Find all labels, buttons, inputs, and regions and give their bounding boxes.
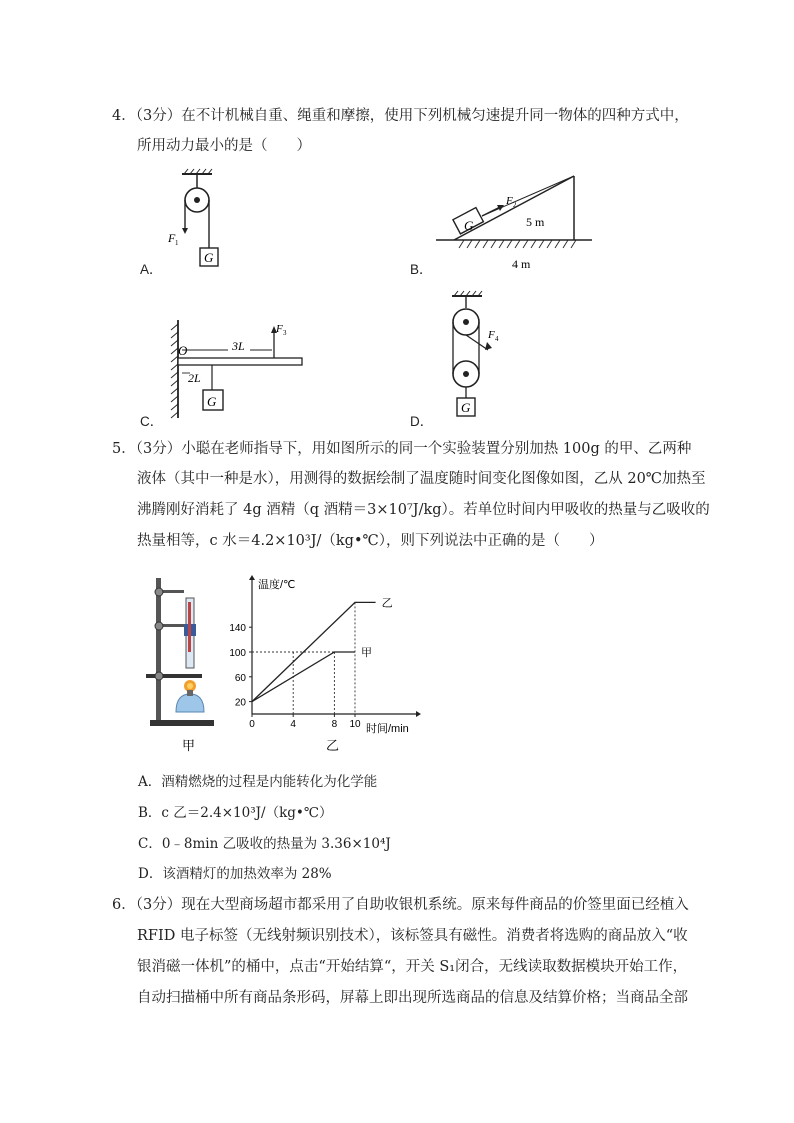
- q4-option-a: A．: [140, 262, 163, 277]
- q4-option-c: C．: [140, 414, 164, 429]
- q4-option-b: B．: [410, 262, 433, 277]
- q5-option-d: D．该酒精灯的加热效率为 28%: [138, 866, 332, 882]
- q4b-base-length: 4 m: [512, 257, 531, 271]
- q5-temperature-chart: [229, 572, 420, 753]
- y-tick-label: 20: [234, 697, 246, 709]
- q4b-incline-length: 5 m: [526, 215, 545, 229]
- chart-caption: 乙: [326, 738, 340, 753]
- q5-apparatus-figure: [142, 572, 242, 752]
- x-tick-label: 8: [331, 719, 338, 730]
- q4-figure-a: [160, 168, 240, 272]
- q4a-force-sub: 1: [175, 239, 179, 247]
- y-tick-label: 60: [234, 672, 246, 684]
- q4-figure-d: [436, 290, 516, 420]
- q4c-weight-label: G: [207, 394, 217, 409]
- q4d-force-label: F: [488, 329, 495, 341]
- q4a-force-label: F: [168, 231, 176, 245]
- q5-apparatus-caption: 甲: [182, 738, 196, 753]
- q4c-force-sub: 3: [283, 329, 287, 337]
- series-label: 乙: [381, 597, 393, 610]
- x-tick-label: 4: [290, 719, 296, 730]
- y-tick-label: 140: [229, 623, 246, 635]
- q6-text-line3: 银消磁一体机”的桶中，点击“开始结算“，开关 S₁闭合，无线读取数据模块开始工作，: [137, 959, 688, 975]
- q4c-pivot-label: O: [178, 343, 188, 358]
- q4d-weight-label: G: [461, 400, 471, 415]
- q5-text-line2: 液体（其中一种是水），用测得的数据绘制了温度随时间变化图像如图，乙从 20℃加热至: [137, 471, 706, 487]
- q5-text-line3: 沸腾刚好消耗了 4g 酒精（q 酒精＝3×10⁷J/kg）。若单位时间内甲吸收的热量与乙吸收的: [137, 502, 710, 518]
- q4c-force-label: F: [276, 323, 283, 335]
- q5-option-a: A．酒精燃烧的过程是内能转化为化学能: [138, 774, 378, 790]
- q5-option-c: C．0﹣8min 乙吸收的热量为 3.36×10⁴J: [138, 836, 391, 852]
- q6-text-line4: 自动扫描桶中所有商品条形码，屏幕上即出现所选商品的信息及结算价格；当商品全部: [137, 990, 688, 1006]
- x-tick-label: 10: [349, 719, 361, 730]
- q5-text-line4: 热量相等，c 水＝4.2×10³J/（kg•℃），则下列说法中正确的是（ ）: [137, 533, 604, 549]
- q4a-weight-label: G: [204, 250, 214, 265]
- q6-text-line2: RFID 电子标签（无线射频识别技术），该标签具有磁性。消费者将选购的商品放入“收: [137, 928, 688, 944]
- q5-text-line1: 5．（3分）小聪在老师指导下，用如图所示的同一个实验装置分别加热 100g 的甲、乙两种: [112, 441, 692, 457]
- q4-text-line2: 所用动力最小的是（ ）: [137, 138, 311, 154]
- y-tick-label: 100: [229, 648, 246, 659]
- q4-figure-c: [164, 318, 324, 422]
- q4-option-d: D．: [410, 414, 434, 429]
- series-line-jia: [252, 652, 355, 702]
- q4-figure-b: [434, 170, 594, 274]
- q4b-weight-label: G: [464, 218, 474, 233]
- q4c-short-arm: 2L: [188, 371, 201, 385]
- q4b-force-sub: 2: [513, 201, 517, 209]
- q4d-force-sub: 4: [495, 335, 499, 343]
- q4-text-line1: 4．（3分）在不计机械自重、绳重和摩擦，使用下列机械匀速提升同一物体的四种方式中，: [112, 108, 689, 124]
- q6-text-line1: 6．（3分）现在大型商场超市都采用了自助收银机系统。原来每件商品的价签里面已经植入: [112, 897, 689, 913]
- q4c-long-arm: 3L: [232, 339, 245, 353]
- chart-y-title: 温度/℃: [258, 579, 296, 591]
- chart-x-title: 时间/min: [366, 723, 409, 735]
- series-label: 甲: [361, 647, 372, 659]
- q5-option-b: B．c 乙＝2.4×10³J/（kg•℃）: [138, 805, 333, 821]
- x-tick-label: 0: [249, 719, 255, 730]
- q4b-force-label: F: [506, 195, 513, 207]
